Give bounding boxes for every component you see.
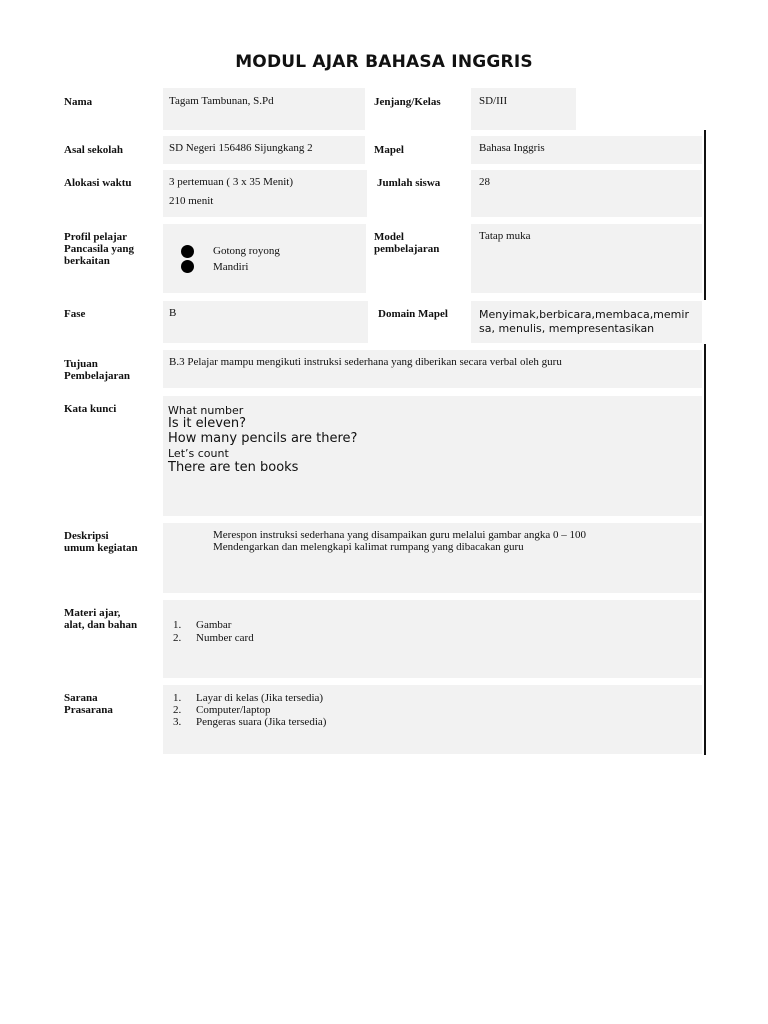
field-kata-kunci [163, 396, 702, 516]
list-item: 3. Pengeras suara (Jika tersedia) [173, 716, 327, 728]
value-tujuan: B.3 Pelajar mampu mengikuti instruksi sederhana yang diberikan secara verbal oleh guru [169, 356, 562, 368]
label-domain: Domain Mapel [378, 308, 448, 320]
value-asal-sekolah: SD Negeri 156486 Sijungkang 2 [169, 142, 313, 154]
list-item: 2. Computer/laptop [173, 704, 271, 716]
label-tujuan: Tujuan Pembelajaran [64, 358, 130, 382]
value-profil-2: Mandiri [213, 261, 249, 273]
label-fase: Fase [64, 308, 86, 320]
list-item: 1. Gambar [173, 619, 232, 631]
label-jumlah: Jumlah siswa [377, 177, 441, 189]
bullet-icon [181, 260, 194, 273]
deskripsi-1: Merespon instruksi sederhana yang disampaikan guru melalui gambar angka 0 – 100 [213, 529, 586, 541]
label-deskripsi: Deskripsi umum kegiatan [64, 530, 138, 554]
value-alokasi-1: 3 pertemuan ( 3 x 35 Menit) [169, 176, 294, 188]
sarana-list [173, 692, 326, 728]
value-domain: Menyimak,berbicara,membaca,memir sa, menulis, mempresentasikan [479, 308, 689, 335]
list-item: 2. Number card [173, 632, 254, 644]
page-title: MODUL AJAR BAHASA INGGRIS [235, 52, 533, 72]
list-item: 1. Layar di kelas (Jika tersedia) [173, 692, 324, 704]
kata-kunci-4: Let’s count [168, 447, 229, 460]
materi-list [173, 619, 254, 645]
bullet-icon [181, 245, 194, 258]
kata-kunci-2: Is it eleven? [168, 416, 247, 431]
kata-kunci-1: What number [168, 404, 244, 417]
kata-kunci-5: There are ten books [168, 460, 299, 475]
label-asal-sekolah: Asal sekolah [64, 144, 123, 156]
deskripsi-2: Mendengarkan dan melengkapi kalimat rumpang yang dibacakan guru [213, 541, 524, 553]
label-profil: Profil pelajar Pancasila yang berkaitan [64, 231, 134, 267]
label-alokasi: Alokasi waktu [64, 177, 132, 189]
field-jumlah [471, 170, 702, 217]
label-model: Model pembelajaran [374, 231, 440, 255]
label-mapel: Mapel [374, 144, 404, 156]
value-jenjang: SD/III [479, 95, 508, 107]
label-materi: Materi ajar, alat, dan bahan [64, 607, 138, 631]
border-line [704, 130, 706, 300]
value-fase: B [169, 307, 177, 319]
label-sarana: Sarana Prasarana [64, 692, 113, 716]
label-nama: Nama [64, 96, 93, 108]
value-model: Tatap muka [479, 230, 531, 242]
label-jenjang: Jenjang/Kelas [374, 96, 441, 108]
value-profil-1: Gotong royong [213, 245, 280, 257]
field-profil [163, 224, 366, 293]
kata-kunci-3: How many pencils are there? [168, 431, 358, 446]
value-alokasi-2: 210 menit [169, 195, 214, 207]
border-line [704, 344, 706, 755]
value-nama: Tagam Tambunan, S.Pd [169, 95, 274, 107]
label-kata-kunci: Kata kunci [64, 403, 117, 415]
field-fase [163, 301, 368, 343]
value-jumlah: 28 [479, 176, 490, 188]
value-mapel: Bahasa Inggris [479, 142, 545, 154]
